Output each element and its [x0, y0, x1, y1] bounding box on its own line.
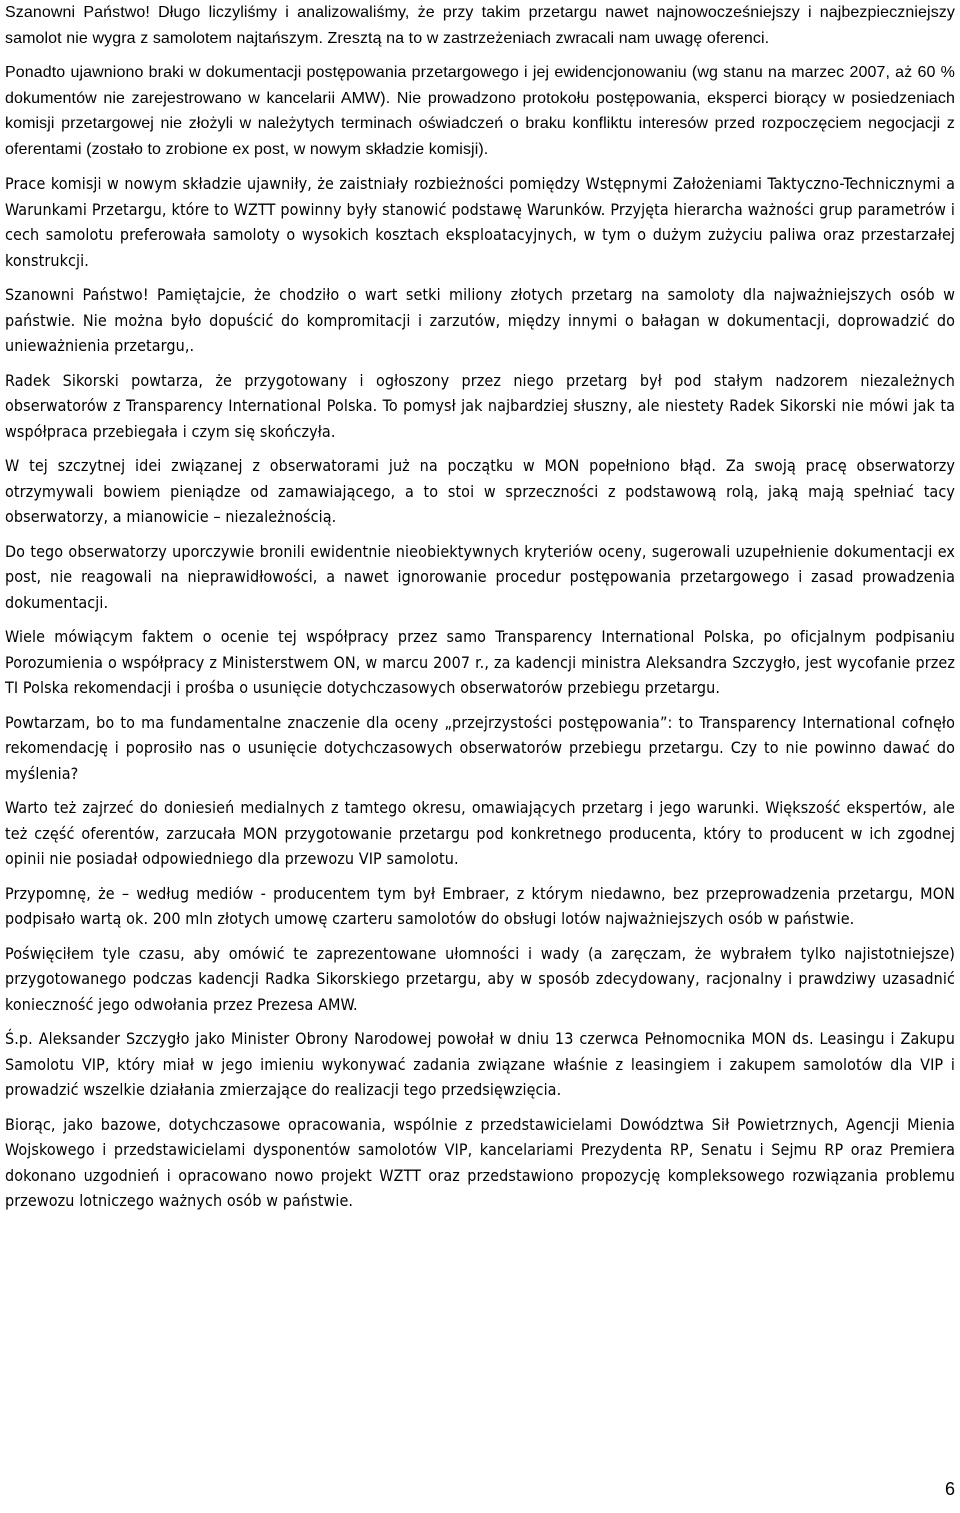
- paragraph-6: [5, 453, 955, 530]
- paragraph-2-text: Ponadto ujawniono braki w dokumentacji postępowania przetargowego i jej ewidencjonowaniu (wg stanu na marzec 2007, aż 60 % dokumentów nie zarejestrowano w kancelarii AMW). Nie prowadzono protokołu postępowania, eksperci biorący w posiedzeniach komisji przetargowej nie złożyli w należytych terminach oświadczeń o braku konfliktu interesów przed rozpoczęciem negocjacji z oferentami (zostało to zrobione ex post, w nowym składzie komisji).: [5, 64, 955, 158]
- paragraph-1-text: Szanowni Państwo! Długo liczyliśmy i analizowaliśmy, że przy takim przetargu nawet najnowocześniejszy i najbezpieczniejszy samolot nie wygra z samolotem najtańszym. Zresztą na to w zastrzeżeniach zwracali nam uwagę oferenci.: [5, 4, 955, 47]
- paragraph-3: [5, 171, 955, 273]
- paragraph-11: [5, 881, 955, 932]
- paragraph-3-text: Prace komisji w nowym składzie ujawniły, że zaistniały rozbieżności pomiędzy Wstępnymi Założeniami Taktyczno-Technicznymi a Warunkami Przetargu, które to WZTT powinny były stanowić podstawę Warunków. Przyjęta hierarcha ważności grup parametrów i cech samolotu preferowała samoloty o wysokich kosztach eksploatacyjnych, w tym o dużym zużyciu paliwa oraz przestarzałej konstrukcji.: [5, 174, 955, 270]
- paragraph-5: [5, 368, 955, 445]
- paragraph-9-text: Powtarzam, bo to ma fundamentalne znaczenie dla oceny „przejrzystości postępowania”: to Transparency International cofnęło rekomendację i poprosiło nas o usunięcie dotychczasowych obserwatorów przebiegu przetargu. Czy to nie powinno dawać do myślenia?: [5, 712, 955, 783]
- paragraph-4: [5, 282, 955, 359]
- paragraph-1: [5, 0, 955, 51]
- paragraph-10-text: Warto też zajrzeć do doniesień medialnych z tamtego okresu, omawiających przetarg i jego warunki. Większość ekspertów, ale też część oferentów, zarzucała MON przygotowanie przetargu pod konkretnego producenta, który to producent w ich zgodnej opinii nie posiadał odpowiedniego dla przewozu VIP samolotu.: [5, 798, 955, 868]
- paragraph-2: [5, 60, 955, 162]
- paragraph-7-text: Do tego obserwatorzy uporczywie bronili ewidentnie nieobiektywnych kryteriów oceny, sugerowali uzupełnienie dokumentacji ex post, nie reagowali na nieprawidłowości, a nawet ignorowanie procedur postępowania przetargowego i zasad prowadzenia dokumentacji.: [5, 541, 955, 612]
- paragraph-6-text: W tej szczytnej idei związanej z obserwatorami już na początku w MON popełniono błąd. Za swoją pracę obserwatorzy otrzymywali bowiem pieniądze od zamawiającego, a to stoi w sprzeczności z podstawową rolą, jaką mają spełniać tacy obserwatorzy, a mianowicie – niezależnością.: [5, 456, 955, 526]
- paragraph-14-text: Biorąc, jako bazowe, dotychczasowe opracowania, wspólnie z przedstawicielami Dowództwa Sił Powietrznych, Agencji Mienia Wojskowego i przedstawicielami dysponentów samolotów VIP, kancelariami Prezydenta RP, Senatu i Sejmu RP oraz Premiera dokonano uzgodnień i opracowano nowo projekt WZTT oraz przedstawiono propozycję kompleksowego rozwiązania problemu przewozu lotniczego ważnych osób w państwie.: [5, 1114, 955, 1210]
- page-number: 6: [944, 1479, 955, 1499]
- paragraph-8-text: Wiele mówiącym faktem o ocenie tej współpracy przez samo Transparency International Polska, po oficjalnym podpisaniu Porozumienia o współpracy z Ministerstwem ON, w marcu 2007 r., za kadencji ministra Aleksandra Szczygło, jest wycofanie przez TI Polska rekomendacji i prośba o usunięcie dotychczasowych obserwatorów przebiegu przetargu.: [5, 627, 955, 697]
- paragraph-9: [5, 710, 955, 787]
- paragraph-12: [5, 941, 955, 1018]
- paragraph-10: [5, 795, 955, 872]
- paragraph-8: [5, 624, 955, 701]
- paragraph-4-text: Szanowni Państwo! Pamiętajcie, że chodziło o wart setki miliony złotych przetarg na samoloty dla najważniejszych osób w państwie. Nie można było dopuścić do kompromitacji i zarzutów, między innymi o bałagan w dokumentacji, doprowadzić do unieważnienia przetargu,.: [5, 285, 955, 355]
- paragraph-11-text: Przypomnę, że – według mediów - producentem tym był Embraer, z którym niedawno, bez przeprowadzenia przetargu, MON podpisało wartą ok. 200 mln złotych umowę czarteru samolotów do obsługi lotów najważniejszych osób w państwie.: [5, 883, 955, 928]
- paragraph-14: [5, 1112, 955, 1214]
- paragraph-12-text: Poświęciłem tyle czasu, aby omówić te zaprezentowane ułomności i wady (a zaręczam, że wybrałem tylko najistotniejsze) przygotowanego podczas kadencji Radka Sikorskiego przetargu, aby w sposób zdecydowany, racjonalny i prawdziwy uzasadnić konieczność jego odwołania przez Prezesa AMW.: [5, 943, 955, 1014]
- paragraph-13: [5, 1026, 955, 1103]
- document-body: [5, 0, 955, 1223]
- paragraph-7: [5, 539, 955, 616]
- paragraph-5-text: Radek Sikorski powtarza, że przygotowany i ogłoszony przez niego przetarg był pod stałym nadzorem niezależnych obserwatorów z Transparency International Polska. To pomysł jak najbardziej słuszny, ale niestety Radek Sikorski nie mówi jak ta współpraca przebiegała i czym się skończyła.: [5, 370, 955, 441]
- paragraph-13-text: Ś.p. Aleksander Szczygło jako Minister Obrony Narodowej powołał w dniu 13 czerwca Pełnomocnika MON ds. Leasingu i Zakupu Samolotu VIP, który miał w jego imieniu wykonywać zadania związane właśnie z leasingiem i zakupem samolotów dla VIP i prowadzić wszelkie działania zmierzające do realizacji tego przedsięwzięcia.: [5, 1029, 955, 1099]
